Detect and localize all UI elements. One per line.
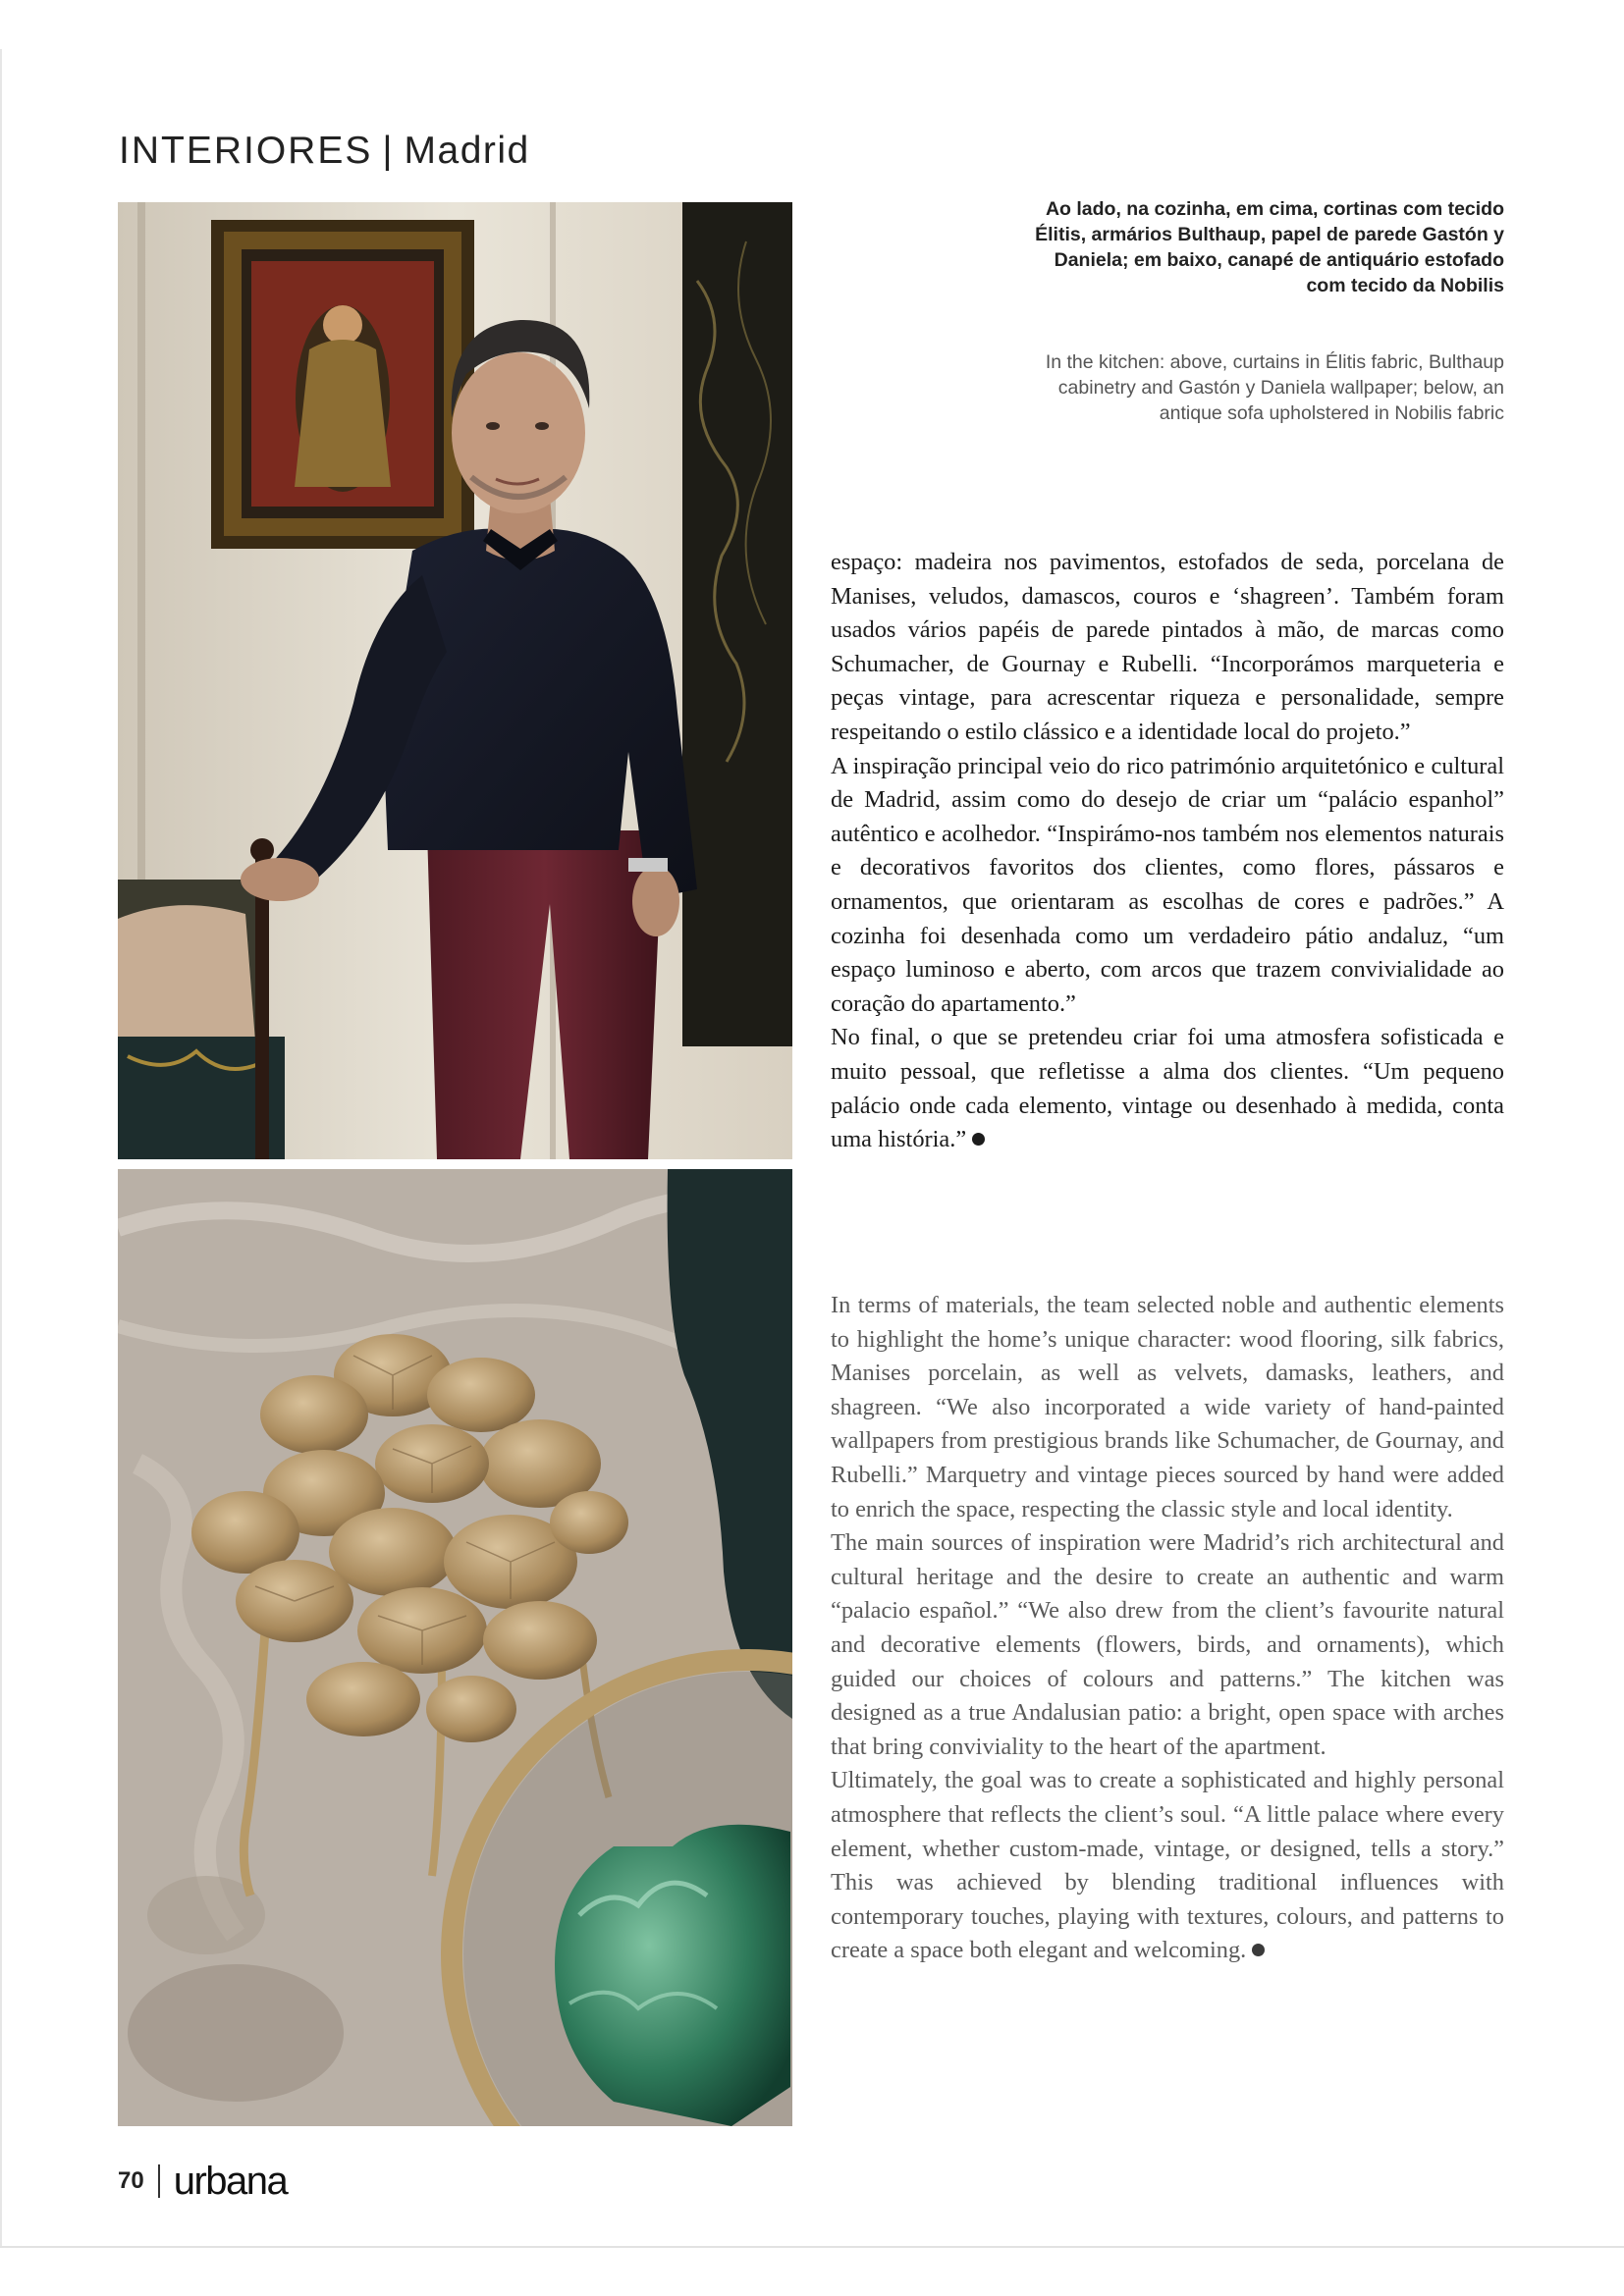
body-paragraph: The main sources of inspiration were Madrid’s rich architectural and cultural heritage and the desire to create an authentic and warm “palacio español.” “We also drew from the client’s favourite natural and decorative elements (flowers, birds, and ornaments), which guided our choices of colours and patterns.” The kitchen was designed as a true Andalusian patio: a bright, open space with arches that bring conviviality to the heart of the apartment.: [831, 1529, 1504, 1760]
designer-portrait-photo: [118, 202, 792, 1159]
lily-pad-table-photo: [118, 1169, 792, 2126]
page-number: 70: [118, 2167, 144, 2194]
body-paragraph-final: [831, 1021, 1504, 1156]
body-paragraph: In terms of materials, the team selected noble and authentic elements to highlight the home’s unique character: wood flooring, silk fabrics, Manises porcelain, as well as velvets, damasks, leathers, and shagreen. “We also incorporated a wide variety of hand-painted wallpapers from prestigious brands like Schumacher, de Gournay, and Rubelli.” Marquetry and vintage pieces sourced by hand were added to enrich the space, respecting the classic style and local identity.: [831, 1292, 1504, 1522]
body-paragraph: espaço: madeira nos pavimentos, estofados de seda, porcelana de Manises, veludos, damascos, couros e ‘shagreen’. Também foram usados vários papéis de parede pintados à mão, de marcas como Schumacher, de Gournay e Rubelli. “Incorporámos marqueteria e peças vintage, para acrescentar riqueza e personalidade, sempre respeitando o estilo clássico e a identidade local do projeto.”: [831, 549, 1504, 745]
portrait-illustration: [118, 202, 792, 1159]
header-separator: |: [382, 130, 395, 172]
caption-portuguese: Ao lado, na cozinha, em cima, cortinas com tecido Élitis, armários Bulthaup, papel de parede Gastón y Daniela; em baixo, canapé de antiquário estofado com tecido da Nobilis: [1035, 198, 1504, 296]
table-illustration: [118, 1169, 792, 2126]
caption-english: In the kitchen: above, curtains in Élitis fabric, Bulthaup cabinetry and Gastón y Daniela wallpaper; below, an antique sofa upholstered in Nobilis fabric: [1045, 351, 1504, 424]
footer-separator: [158, 2164, 160, 2198]
magazine-logo: urbana: [173, 2159, 288, 2203]
body-paragraph: A inspiração principal veio do rico património arquitetónico e cultural de Madrid, assim como do desejo de criar um “palácio espanhol” autêntico e acolhedor. “Inspirámo-nos também nos elementos naturais e decorativos favoritos dos clientes, como flores, pássaros e ornamentos, que orientaram as escolhas de cores e padrões.” A cozinha foi desenhada como um verdadeiro pátio andaluz, “um espaço luminoso e aberto, com arcos que trazem convivialidade ao coração do apartamento.”: [831, 752, 1504, 1017]
section-header: [119, 130, 530, 173]
section-city: Madrid: [404, 130, 530, 172]
end-mark-icon: [972, 1133, 985, 1146]
page-footer: [118, 2160, 287, 2203]
body-paragraph-text: Ultimately, the goal was to create a sophisticated and highly personal atmosphere that reflects the client’s soul. “A little palace where every element, whether custom-made, vintage, or designed, tells a story.” This was achieved by blending traditional influences with contemporary touches, playing with textures, colours, and patterns to create a space both elegant and welcoming.: [831, 1767, 1504, 1964]
body-paragraph-final: [831, 1764, 1504, 1968]
article-body-english: [831, 1289, 1504, 1968]
section-label: INTERIORES: [119, 130, 373, 172]
page-edge: [0, 49, 2, 2248]
page-bottom-edge: [0, 2246, 1624, 2248]
body-paragraph-text: No final, o que se pretendeu criar foi uma atmosfera sofisticada e muito pessoal, que refletisse a alma dos clientes. “Um pequeno palácio onde cada elemento, vintage ou desenhado à medida, conta uma história.”: [831, 1024, 1504, 1153]
article-body-portuguese: [831, 546, 1504, 1157]
end-mark-icon: [1252, 1944, 1265, 1956]
